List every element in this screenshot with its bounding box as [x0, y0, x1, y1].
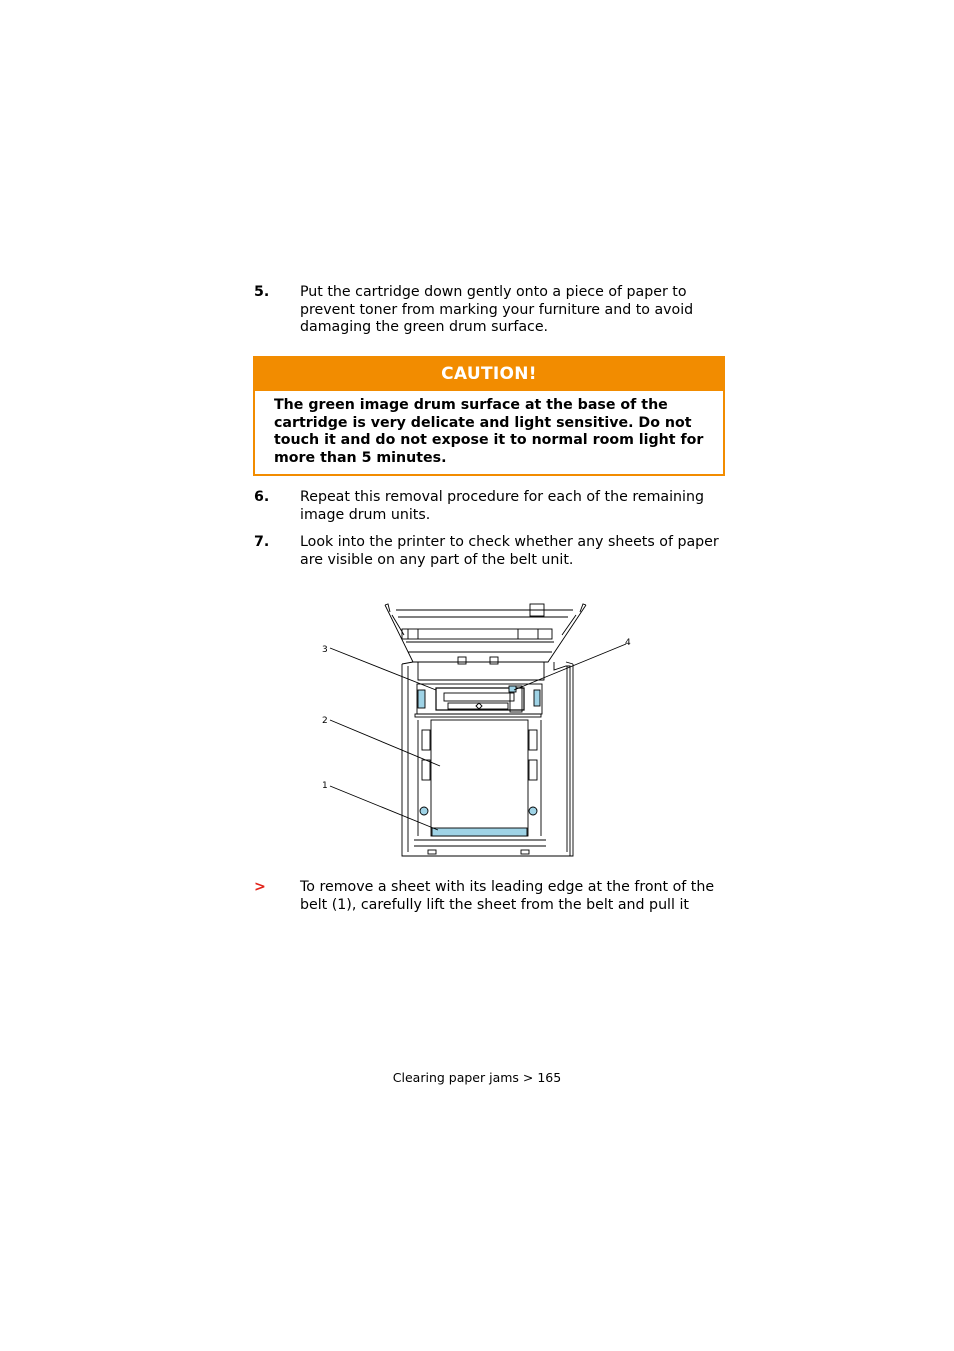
- step-number: 5.: [254, 284, 270, 300]
- step-text: Look into the printer to check whether any sheets of paper are visible on any part of the belt unit.: [300, 534, 719, 568]
- callout-4: 4: [625, 638, 631, 648]
- step-text: Put the cartridge down gently onto a piece of paper to prevent toner from marking your furniture and to avoid damaging the green drum surface.: [300, 284, 694, 336]
- caution-title: CAUTION!: [255, 358, 723, 391]
- callout-1: 1: [322, 781, 328, 791]
- page-footer: Clearing paper jams > 165: [392, 1070, 562, 1085]
- substep-marker: >: [254, 879, 266, 895]
- step-5: [254, 284, 726, 337]
- step-number: 7.: [254, 534, 270, 550]
- step-text: Repeat this removal procedure for each of the remaining image drum units.: [300, 489, 704, 523]
- callout-3: 3: [322, 645, 328, 655]
- callout-2: 2: [322, 716, 328, 726]
- substep: [254, 879, 726, 914]
- caution-box: [253, 356, 725, 476]
- printer-belt-illustration: [318, 600, 636, 862]
- step-6: [254, 489, 726, 524]
- step-number: 6.: [254, 489, 270, 505]
- caution-text: The green image drum surface at the base of the cartridge is very delicate and light sensitive. Do not touch it and do not expose it to normal room light for more than 5 minutes.: [274, 397, 704, 466]
- substep-text: To remove a sheet with its leading edge at the front of the belt (1), carefully lift the sheet from the belt and pull it: [300, 879, 715, 913]
- step-7: [254, 534, 726, 569]
